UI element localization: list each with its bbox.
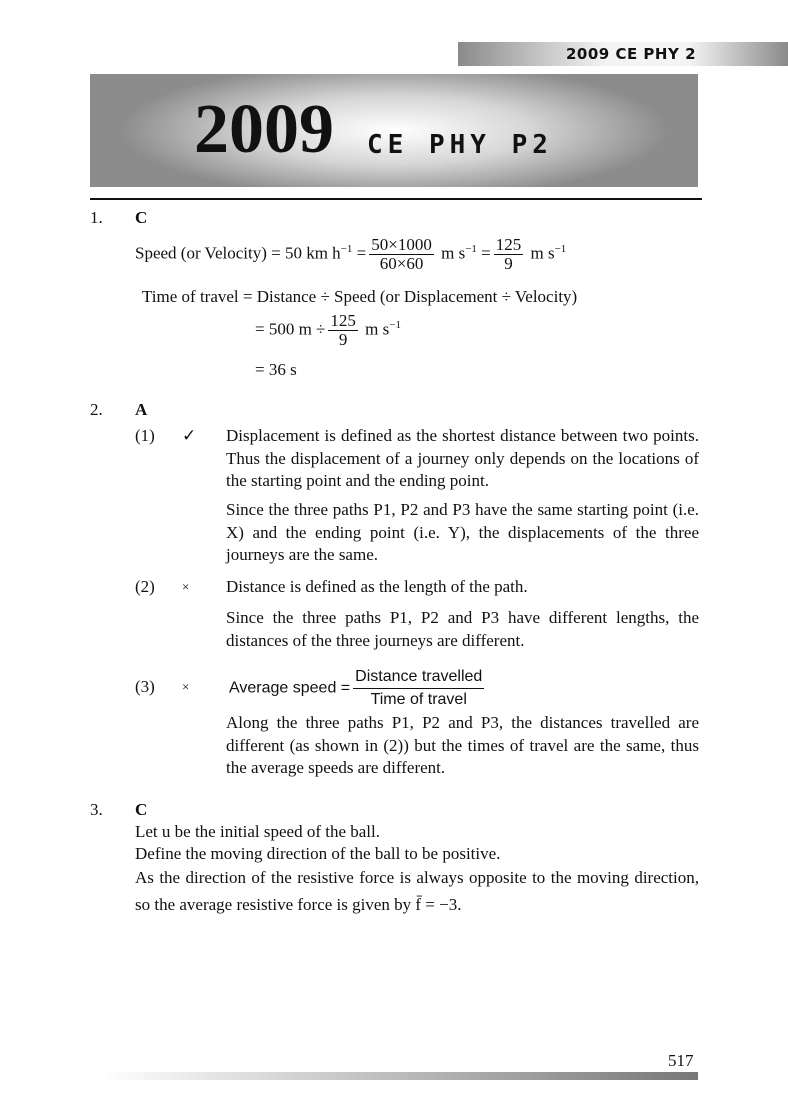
exp: −1 [465, 242, 477, 255]
eq: = [481, 243, 491, 263]
question-number: 1. [90, 208, 103, 227]
answer: C [135, 800, 148, 819]
answer: A [135, 400, 148, 419]
speed-equation [135, 236, 566, 273]
eq: = [356, 243, 367, 263]
banner-subtitle: CE PHY P2 [367, 130, 553, 160]
text-line: Let u be the initial speed of the ball. [135, 822, 381, 841]
page-number: 517 [668, 1051, 694, 1070]
average-speed-formula [229, 666, 487, 711]
paragraph: Displacement is defined as the shortest distance between two points. Thus the displacement of a journey only depends on the locations of the starting point and the ending point. [226, 426, 699, 490]
unit: m s [530, 243, 555, 263]
formula-lhs: Average speed = [229, 679, 351, 697]
unit: m s [365, 319, 390, 339]
answer: C [135, 208, 148, 227]
fraction [328, 312, 358, 349]
step1-pre: = 500 m ÷ [255, 319, 326, 339]
fraction [369, 236, 434, 273]
question-number: 2. [90, 400, 103, 419]
num: Distance travelled [353, 666, 484, 689]
running-header [458, 42, 788, 66]
title-banner [90, 74, 698, 187]
text-line: Define the moving direction of the ball to be positive. [135, 844, 501, 863]
den: Time of travel [370, 691, 467, 708]
den: 9 [504, 254, 513, 273]
num: 50×1000 [371, 235, 432, 254]
num: 125 [330, 311, 356, 330]
item-label: (1) [135, 426, 155, 445]
exp: −1 [554, 242, 567, 255]
cross-icon: × [182, 579, 190, 594]
check-icon: ✓ [182, 426, 197, 445]
speed-lhs: Speed (or Velocity) = 50 km h [135, 243, 341, 263]
paragraph: Along the three paths P1, P2 and P3, the distances travelled are different (as shown in (2)) but the times of travel are the same, thus the average speeds are different. [226, 713, 699, 777]
fraction [494, 236, 524, 273]
running-header-text: 2009 CE PHY 2 [565, 45, 696, 63]
cross-icon: × [182, 679, 190, 694]
paragraph: As the direction of the resistive force is always opposite to the moving direction, so the average resistive force is given by f̄ = −3. [135, 868, 699, 914]
footer-bar [100, 1072, 698, 1080]
den: 60×60 [379, 254, 424, 273]
item-label: (3) [135, 677, 155, 696]
num: 125 [495, 235, 522, 254]
paragraph: Since the three paths P1, P2 and P3 have the same starting point (i.e. X) and the ending point (i.e. Y), the displacements of the three journeys are the same. [226, 500, 699, 564]
paragraph: Since the three paths P1, P2 and P3 have different lengths, the distances of the three journeys are different. [226, 608, 699, 650]
den: 9 [338, 330, 348, 349]
step1 [255, 312, 401, 349]
exp: −1 [340, 242, 353, 255]
item-label: (2) [135, 577, 155, 596]
time-equation: Time of travel = Distance ÷ Speed (or Displacement ÷ Velocity) [142, 287, 578, 306]
divider [90, 198, 702, 200]
banner-year: 2009 [194, 91, 334, 168]
paragraph: Distance is defined as the length of the path. [226, 577, 528, 596]
unit: m s [441, 243, 466, 263]
exp: −1 [389, 318, 401, 331]
step2: = 36 s [255, 360, 297, 379]
fraction [353, 666, 484, 711]
question-number: 3. [90, 800, 103, 819]
